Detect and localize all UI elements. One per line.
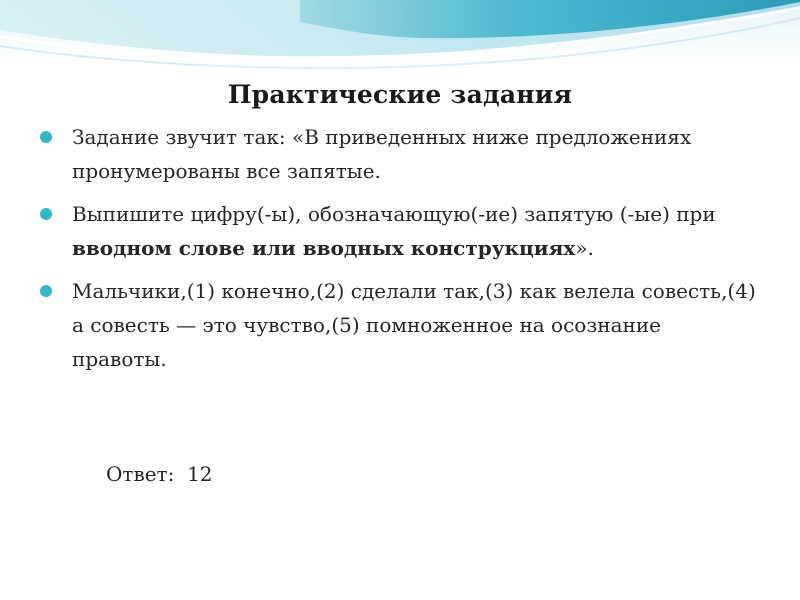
bullet-text-end: ». [575,236,594,260]
bullet-item-1 [72,120,762,188]
bullet-text: Выпишите цифру(-ы), обозначающую(-ие) запятую (-ые) при [72,202,716,226]
bullet-item-3 [72,274,762,376]
bullet-dot-icon [40,208,52,220]
bullet-list [72,120,762,385]
bullet-bold-text: вводном слове или вводных конструкциях [72,236,576,260]
answer-label: Ответ: [106,462,175,486]
answer-value: 12 [187,462,213,486]
bullet-text: Задание звучит так: «В приведенных ниже предложениях пронумерованы все запятые. [72,125,692,183]
bullet-dot-icon [40,285,52,297]
answer-line [106,462,213,486]
bullet-dot-icon [40,131,52,143]
bullet-text: Мальчики,(1) конечно,(2) сделали так,(3) как велела совесть,(4) а совесть — это чувство,(5) помноженное на осознание правоты. [72,279,756,371]
bullet-item-2 [72,197,762,265]
slide-title: Практические задания [227,80,573,109]
